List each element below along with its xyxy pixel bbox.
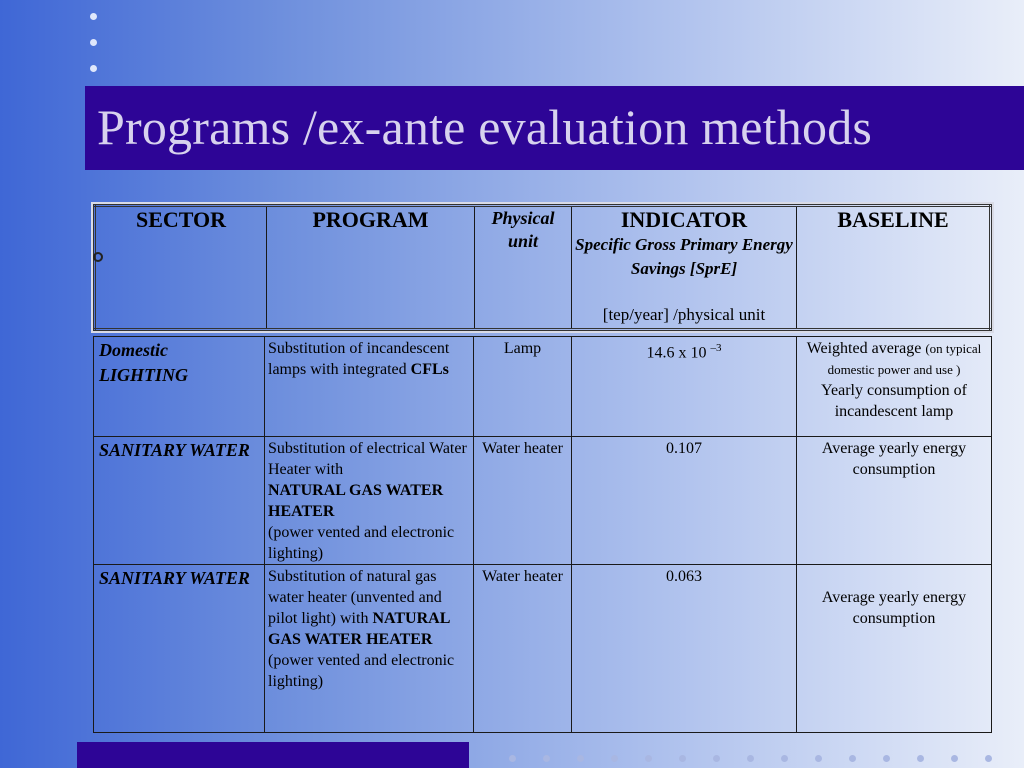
table-row [94,565,992,733]
program-text: Substitution of incandescent lamps with integrated [268,340,450,378]
indicator-cell [572,337,797,437]
unit-cell: Water heater [474,437,572,565]
baseline-text-2: Yearly consumption of incandescent lamp [821,382,967,420]
bullet-dot [781,755,788,762]
bullet-dot [883,755,890,762]
data-table [93,336,992,733]
baseline-cell [797,565,992,733]
indicator-subtitle: Specific Gross Primary Energy Savings [SprE] [575,235,793,278]
program-text: Substitution of electrical Water Heater with [268,440,467,478]
program-highlight: CFLs [410,361,449,378]
bullet-dot [543,755,550,762]
unit-cell: Water heater [474,565,572,733]
indicator-title: INDICATOR [620,207,748,232]
bullet-marker [93,252,103,262]
header-row [95,206,991,330]
bullet-dot [577,755,584,762]
indicator-cell: 0.107 [572,437,797,565]
program-highlight: NATURAL GAS WATER HEATER [268,610,450,648]
program-text: Substitution of natural gas water heater (unvented and pilot light) with [268,568,442,627]
bullet-dot [90,65,97,72]
bullet-dot [645,755,652,762]
bullet-dot [509,755,516,762]
sector-cell: Domestic LIGHTING [94,337,265,437]
baseline-text: Weighted average [806,340,922,357]
baseline-spacer [800,566,988,587]
bullet-dot [985,755,992,762]
title-bar [85,86,1024,170]
indicator-value: 14.6 x 10 [646,344,707,362]
program-tail: (power vented and electronic lighting) [268,652,455,690]
bullet-dot [747,755,754,762]
baseline-text: Average yearly energy consumption [821,589,967,627]
header-table [93,204,992,331]
header-indicator [572,206,797,330]
header-sector: SECTOR [95,206,267,330]
unit-cell: Lamp [474,337,572,437]
header-program: PROGRAM [267,206,475,330]
header-baseline: BASELINE [797,206,991,330]
program-cell [265,337,474,437]
slide-title: Programs /ex-ante evaluation methods [97,99,873,155]
bullet-dot [713,755,720,762]
sector-cell: SANITARY WATER [94,565,265,733]
indicator-cell: 0.063 [572,565,797,733]
bullet-dot [951,755,958,762]
bullet-dot [90,13,97,20]
table-row [94,337,992,437]
bullet-dot [815,755,822,762]
bullet-dot [611,755,618,762]
footer-bar [77,742,469,768]
program-highlight: NATURAL GAS WATER HEATER [268,482,444,520]
indicator-exponent: –3 [710,342,722,354]
baseline-cell [797,337,992,437]
bullet-dot [917,755,924,762]
indicator-unit: [tep/year] /physical unit [602,305,766,324]
bullet-dot [849,755,856,762]
baseline-note: (on typical domestic power and use ) [827,341,982,377]
baseline-cell: Average yearly energy consumption [797,437,992,565]
bullet-dot [679,755,686,762]
program-tail: (power vented and electronic lighting) [268,524,455,562]
bullet-dot [90,39,97,46]
program-cell [265,437,474,565]
sector-cell: SANITARY WATER [94,437,265,565]
table-row [94,437,992,565]
program-cell [265,565,474,733]
header-physical-unit: Physical unit [475,206,572,330]
